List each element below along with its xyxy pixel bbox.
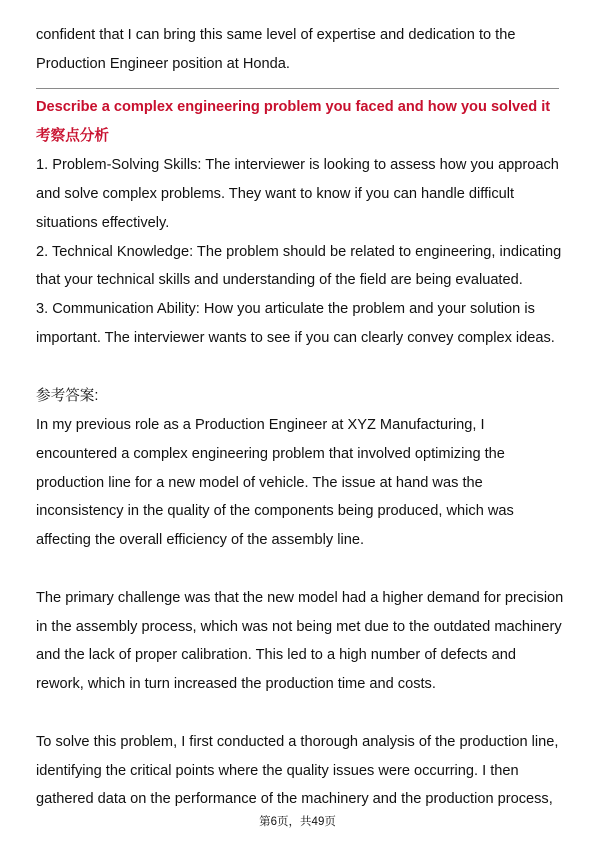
- analysis-line-5: that your technical skills and understanding of the field are being evaluated.: [36, 272, 523, 288]
- analysis-line-2: and solve complex problems. They want to know if you can handle difficult: [36, 186, 515, 202]
- answer-p1-line-4: inconsistency in the quality of the components being produced, which was: [36, 503, 514, 519]
- answer-p3-line-2: identifying the critical points where the quality issues were occurring. I then: [36, 763, 519, 779]
- answer-heading: 参考答案:: [36, 388, 99, 404]
- answer-p2-line-2: in the assembly process, which was not being met due to the outdated machinery: [36, 619, 562, 635]
- answer-p2-line-1: The primary challenge was that the new model had a higher demand for precision: [36, 590, 564, 606]
- section-divider: [36, 88, 559, 89]
- analysis-line-3: situations effectively.: [36, 215, 170, 231]
- analysis-line-4: 2. Technical Knowledge: The problem should be related to engineering, indicating: [36, 244, 562, 260]
- analysis-line-7: important. The interviewer wants to see if you can clearly convey complex ideas.: [36, 330, 555, 346]
- intro-line-1: confident that I can bring this same level of expertise and dedication to the: [36, 27, 516, 43]
- answer-p1-line-3: production line for a new model of vehicle. The issue at hand was the: [36, 475, 483, 491]
- intro-line-2: Production Engineer position at Honda.: [36, 56, 290, 72]
- question-title: Describe a complex engineering problem you faced and how you solved it: [36, 99, 551, 115]
- answer-p1-line-5: affecting the overall efficiency of the assembly line.: [36, 532, 365, 548]
- analysis-line-1: 1. Problem-Solving Skills: The interviewer is looking to assess how you approach: [36, 157, 559, 173]
- answer-p2-line-3: and the lack of proper calibration. This led to a high number of defects and: [36, 647, 516, 663]
- answer-p3-line-3: gathered data on the performance of the machinery and the production process,: [36, 791, 553, 807]
- answer-p1-line-2: encountered a complex engineering problem that involved optimizing the: [36, 446, 505, 462]
- analysis-heading: 考察点分析: [36, 128, 109, 144]
- answer-p1-line-1: In my previous role as a Production Engineer at XYZ Manufacturing, I: [36, 417, 485, 433]
- analysis-line-6: 3. Communication Ability: How you articulate the problem and your solution is: [36, 301, 535, 317]
- answer-p3-line-1: To solve this problem, I first conducted a thorough analysis of the production line,: [36, 734, 559, 750]
- page-number: 第6页，共49页: [259, 816, 336, 828]
- answer-p2-line-4: rework, which in turn increased the production time and costs.: [36, 676, 436, 692]
